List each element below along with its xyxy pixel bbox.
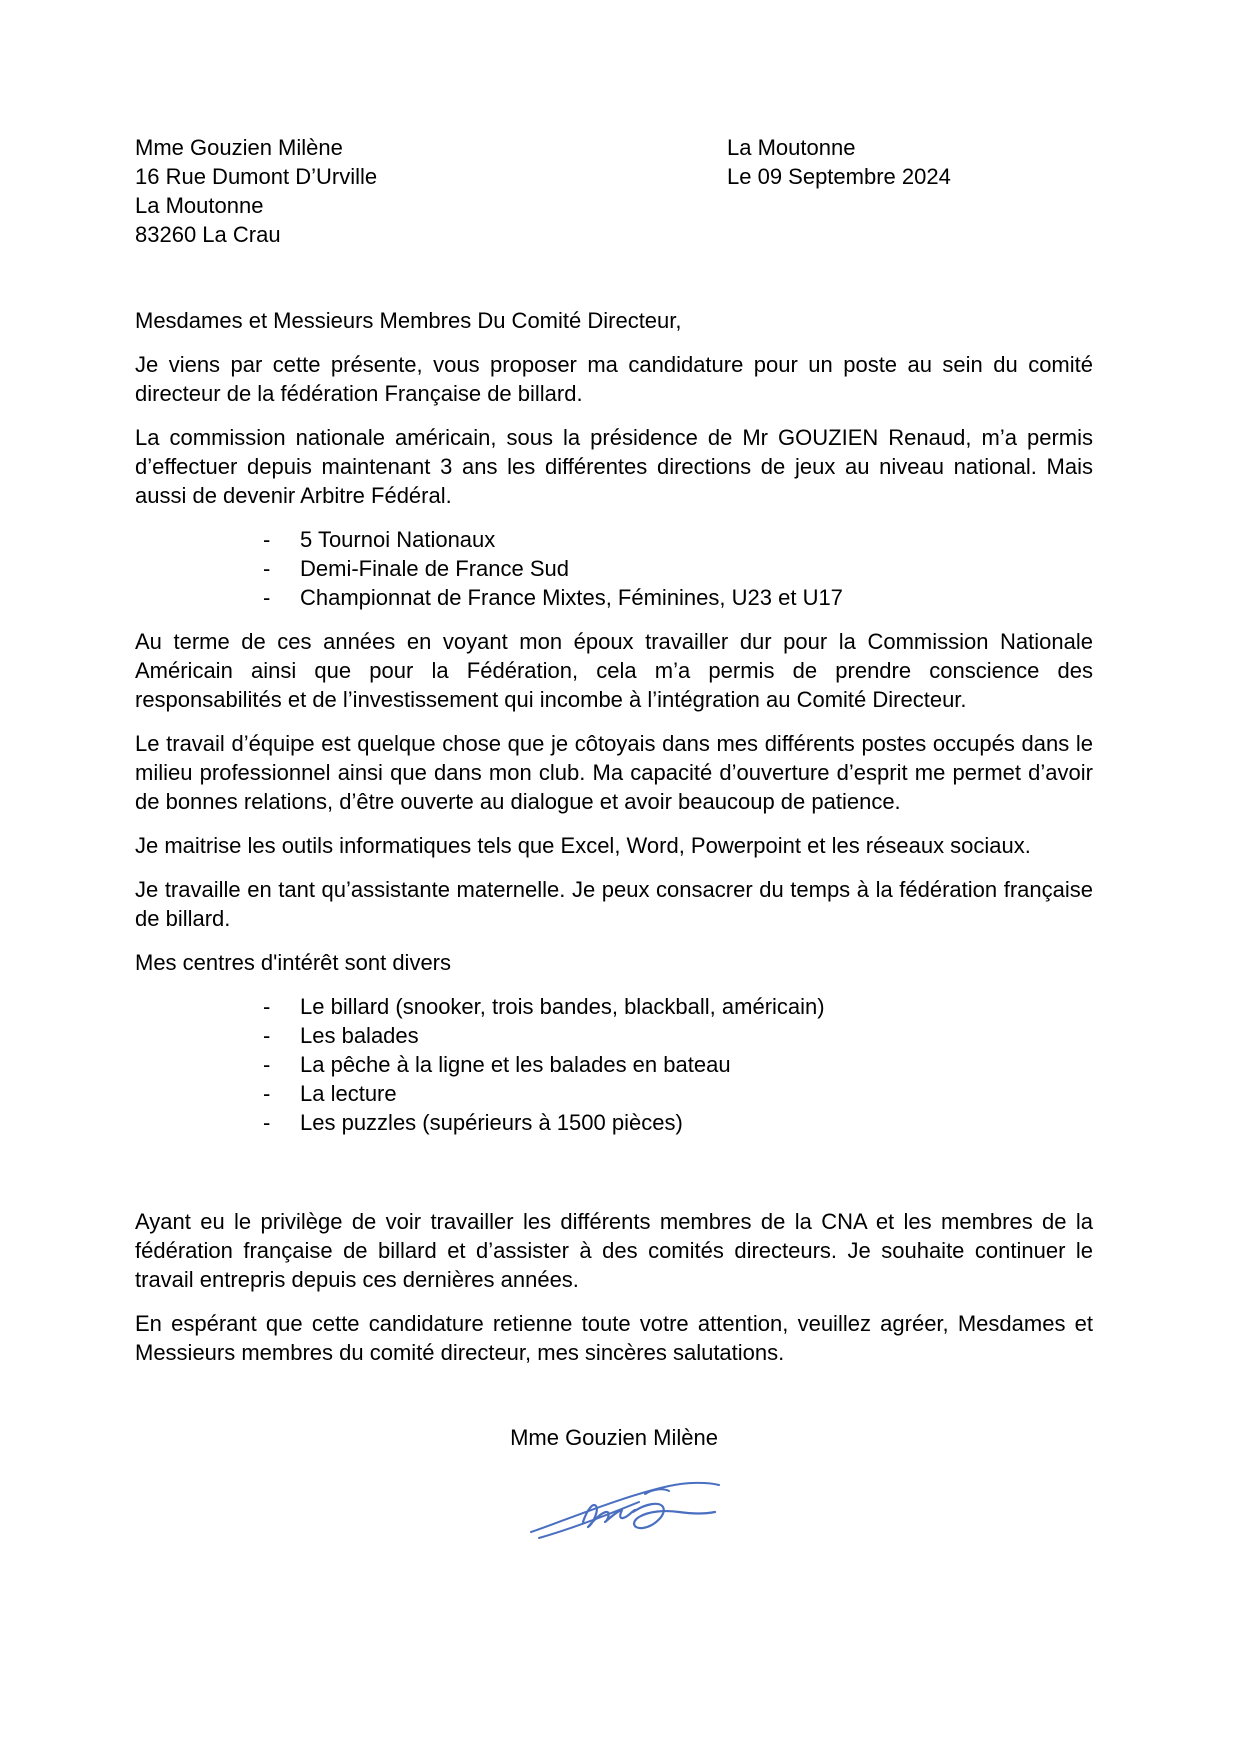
paragraph-travail-equipe: Le travail d’équipe est quelque chose que je côtoyais dans mes différents postes occupés dans le milieu professionnel ainsi que dans mon club. Ma capacité d’ouverture d’esprit me permet d’avoir de bonnes relations, d’être ouverte au dialogue et avoir beaucoup de patience. [135,731,1093,814]
sender-postal-city: 83260 La Crau [135,222,281,247]
list-item-text: La pêche à la ligne et les balades en bateau [300,1052,731,1077]
signature-name: Mme Gouzien Milène [510,1425,718,1450]
paragraph-interets-intro: Mes centres d'intérêt sont divers [135,950,452,975]
sender-street: 16 Rue Dumont D’Urville [135,164,378,189]
paragraph-outils: Je maitrise les outils informatiques tels que Excel, Word, Powerpoint et les réseaux sociaux. [135,833,1031,858]
list-item [263,1050,1093,1079]
place-date-block [727,133,951,191]
dash-marker: - [263,994,271,1019]
letter-place: La Moutonne [727,135,856,160]
list-item-text: Demi-Finale de France Sud [300,556,570,581]
interests-list [135,992,1093,1137]
paragraph-privilege: Ayant eu le privilège de voir travailler les différents membres de la CNA et les membres de la fédération française de billard et d’assister à des comités directeurs. Je souhaite continuer le travail entrepris depuis ces dernières années. [135,1209,1093,1292]
dash-marker: - [263,1110,271,1135]
experience-list [135,525,1093,612]
list-item-text: Les puzzles (supérieurs à 1500 pièces) [300,1110,683,1135]
letter-date: Le 09 Septembre 2024 [727,164,951,189]
list-item [263,1108,1093,1137]
paragraph-commission: La commission nationale américain, sous la présidence de Mr GOUZIEN Renaud, m’a permis d’effectuer depuis maintenant 3 ans les différentes directions de jeux au niveau national. Mais aussi de devenir Arbitre Fédéral. [135,425,1093,508]
letter-header [135,133,1093,249]
list-item [263,1079,1093,1108]
list-item-text: Le billard (snooker, trois bandes, blackball, américain) [300,994,825,1019]
salutation-line: Mesdames et Messieurs Membres Du Comité Directeur, [135,308,682,333]
dash-marker: - [263,556,271,581]
dash-marker: - [263,585,271,610]
paragraph-intro: Je viens par cette présente, vous proposer ma candidature pour un poste au sein du comité directeur de la fédération Française de billard. [135,352,1093,406]
list-item [263,525,1093,554]
dash-marker: - [263,527,271,552]
dash-marker: - [263,1052,271,1077]
paragraph-closing: En espérant que cette candidature retienne toute votre attention, veuillez agréer, Mesdames et Messieurs membres du comité directeur, mes sincères salutations. [135,1311,1093,1365]
list-item-text: La lecture [300,1081,397,1106]
list-item-text: Championnat de France Mixtes, Féminines, U23 et U17 [300,585,843,610]
sender-name: Mme Gouzien Milène [135,135,343,160]
list-item [263,554,1093,583]
list-item-text: Les balades [300,1023,419,1048]
list-item-text: 5 Tournoi Nationaux [300,527,496,552]
paragraph-au-terme: Au terme de ces années en voyant mon époux travailler dur pour la Commission Nationale Américain ainsi que pour la Fédération, cela m’a permis de prendre conscience des responsabilités et de l’investissement qui incombe à l’intégration au Comité Directeur. [135,629,1093,712]
list-item [263,583,1093,612]
handwritten-signature-icon [527,1470,727,1542]
list-item [263,1021,1093,1050]
signature-block [135,1470,1093,1542]
list-item [263,992,1093,1021]
paragraph-assistante: Je travaille en tant qu’assistante maternelle. Je peux consacrer du temps à la fédération française de billard. [135,877,1093,931]
letter-content [135,133,1093,1542]
sender-locality: La Moutonne [135,193,264,218]
dash-marker: - [263,1081,271,1106]
dash-marker: - [263,1023,271,1048]
